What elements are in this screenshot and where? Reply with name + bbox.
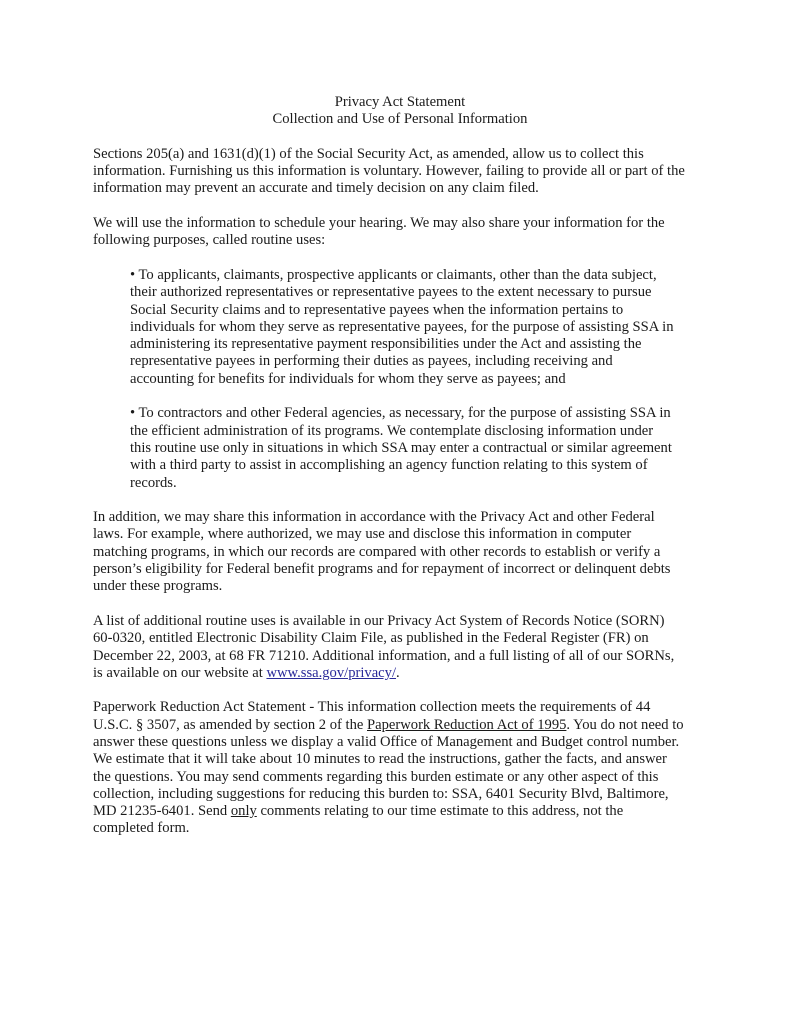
text-line: Paperwork Reduction Act Statement - This information collection meets the requirements of 44 bbox=[93, 699, 651, 716]
text-line: with a third party to assist in accomplishing an agency function relating to this system of bbox=[130, 457, 648, 474]
bullet-paragraph bbox=[130, 405, 733, 491]
text-line: individuals for whom they serve as representative payees, for the purpose of assisting SSA in bbox=[130, 318, 674, 335]
text-line: information may prevent an accurate and timely decision on any claim filed. bbox=[93, 180, 539, 197]
text-segment: MD 21235-6401. Send bbox=[93, 803, 231, 820]
title-line: Privacy Act Statement bbox=[334, 94, 466, 110]
text-line: • To contractors and other Federal agencies, as necessary, for the purpose of assisting SSA in bbox=[130, 405, 671, 422]
text-line: Sections 205(a) and 1631(d)(1) of the Social Security Act, as amended, allow us to collect this bbox=[93, 145, 644, 162]
text-line: representative payees in performing their duties as payees, including receiving and bbox=[130, 353, 613, 370]
document-body bbox=[93, 146, 733, 838]
text-line: answer these questions unless we display a valid Office of Management and Budget control number. bbox=[93, 733, 680, 750]
document-page bbox=[93, 94, 733, 838]
text-line: matching programs, in which our records are compared with other records to establish or verify a bbox=[93, 543, 661, 560]
paragraph bbox=[93, 613, 733, 682]
text-line bbox=[93, 717, 733, 734]
text-line: We estimate that it will take about 10 minutes to read the instructions, gather the facts, and answer bbox=[93, 751, 667, 768]
text-line: records. bbox=[130, 474, 177, 491]
text-line: this routine use only in situations in which SSA may enter a contractual or similar agreement bbox=[130, 439, 672, 456]
text-line: information. Furnishing us this information is voluntary. However, failing to provide all or part of the bbox=[93, 163, 685, 180]
paragraph bbox=[93, 146, 733, 198]
text-line: In addition, we may share this information in accordance with the Privacy Act and other Federal bbox=[93, 509, 655, 526]
text-line: December 22, 2003, at 68 FR 71210. Additional information, and a full listing of all of our SORNs, bbox=[93, 647, 675, 664]
text-line bbox=[93, 803, 733, 820]
text-line: administering its representative payment responsibilities under the Act and assisting the bbox=[130, 336, 642, 353]
text-segment: is available on our website at bbox=[93, 664, 267, 681]
underlined-text: Paperwork Reduction Act of 1995 bbox=[367, 716, 567, 733]
text-segment: comments relating to our time estimate to this address, not the bbox=[256, 803, 624, 820]
bullet-paragraph bbox=[130, 267, 733, 388]
text-segment: . You do not need to bbox=[566, 716, 684, 733]
text-line: A list of additional routine uses is available in our Privacy Act System of Records Notice (SORN) bbox=[93, 612, 665, 629]
privacy-link[interactable]: www.ssa.gov/privacy/ bbox=[266, 664, 397, 681]
text-line: the questions. You may send comments regarding this burden estimate or any other aspect of this bbox=[93, 768, 659, 785]
underlined-text: only bbox=[230, 803, 257, 820]
text-line: under these programs. bbox=[93, 578, 223, 595]
text-line: person’s eligibility for Federal benefit programs and for repayment of incorrect or delinquent debts bbox=[93, 561, 671, 578]
subtitle-line: Collection and Use of Personal Information bbox=[272, 111, 528, 128]
text-line: completed form. bbox=[93, 820, 190, 837]
text-line: accounting for benefits for individuals for whom they serve as payees; and bbox=[130, 370, 566, 387]
text-segment: U.S.C. § 3507, as amended by section 2 of the bbox=[93, 716, 367, 733]
text-line: their authorized representatives or representative payees to the extent necessary to pursue bbox=[130, 284, 652, 301]
text-line: collection, including suggestions for reducing this burden to: SSA, 6401 Security Blvd, Baltimore, bbox=[93, 785, 669, 802]
text-line: the efficient administration of its programs. We contemplate disclosing information under bbox=[130, 422, 654, 439]
text-line: laws. For example, where authorized, we may use and disclose this information in computer bbox=[93, 526, 632, 543]
paragraph bbox=[93, 699, 733, 837]
text-line: We will use the information to schedule your hearing. We may also share your information for the bbox=[93, 215, 665, 232]
paragraph bbox=[93, 509, 733, 595]
paragraph bbox=[93, 215, 733, 250]
text-line: Social Security claims and to representative payees when the information pertains to bbox=[130, 301, 624, 318]
text-line: • To applicants, claimants, prospective applicants or claimants, other than the data subject, bbox=[130, 266, 657, 283]
text-line: following purposes, called routine uses: bbox=[93, 232, 326, 249]
text-line: 60-0320, entitled Electronic Disability Claim File, as published in the Federal Register (FR) on bbox=[93, 630, 649, 647]
document-title bbox=[93, 94, 707, 129]
text-segment: . bbox=[396, 664, 400, 681]
text-line bbox=[93, 665, 733, 682]
